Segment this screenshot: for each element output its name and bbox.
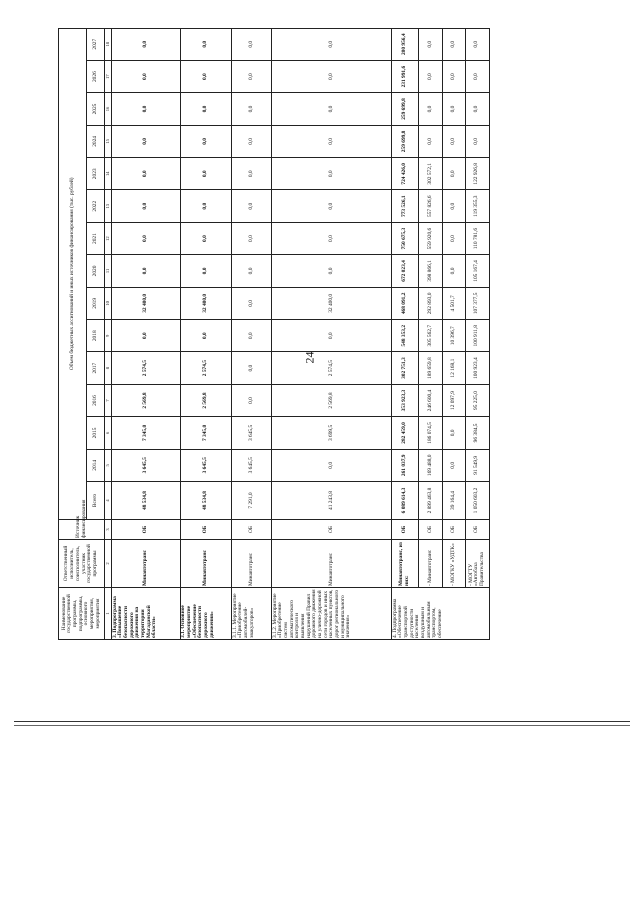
row-source: ОБ xyxy=(418,520,442,540)
row-value: 0,0 xyxy=(112,255,181,287)
page-divider xyxy=(14,721,630,722)
row-value: 0,0 xyxy=(443,28,465,60)
col-index: 15 xyxy=(105,125,112,157)
col-index: 13 xyxy=(105,190,112,222)
row-value: 0,0 xyxy=(112,190,181,222)
table-row xyxy=(392,28,419,639)
header-year: 2027 xyxy=(87,28,105,60)
row-value: 548 353,2 xyxy=(392,320,419,352)
row-value: 0,0 xyxy=(272,28,392,60)
row-value: 0,0 xyxy=(112,222,181,254)
row-value: 6 089 614,3 xyxy=(392,482,419,520)
row-source: ОБ xyxy=(443,520,465,540)
table-row xyxy=(112,28,181,639)
col-index: 12 xyxy=(105,222,112,254)
row-value: 0,0 xyxy=(232,190,272,222)
row-value: 0,0 xyxy=(180,158,231,190)
row-value: 0,0 xyxy=(112,158,181,190)
row-value: 96 384,5 xyxy=(465,417,490,449)
row-value: 91 549,9 xyxy=(465,449,490,481)
row-responsible: - Минавтотранс xyxy=(418,540,442,588)
col-index: 9 xyxy=(105,320,112,352)
row-name: 3.1.2. Мероприятие «Приобретение систем автоматического контроля и выявления нарушений Правил дорожного движения на улично-дорожной сети городов и иных населенных пунктов, дорог регионального и муниципального значения» xyxy=(272,588,392,640)
row-value: 0,0 xyxy=(465,28,490,60)
col-index: 6 xyxy=(105,417,112,449)
row-value: 0,0 xyxy=(232,287,272,319)
row-value: 0,0 xyxy=(180,60,231,92)
row-value: 186 074,5 xyxy=(418,417,442,449)
header-year: 2018 xyxy=(87,320,105,352)
rotated-table-wrapper xyxy=(58,28,490,640)
row-value: 0,0 xyxy=(443,190,465,222)
col-index: 16 xyxy=(105,93,112,125)
header-volume: Объем бюджетных ассигнований и иных источников финансирования (тыс. рублей) xyxy=(59,28,87,519)
row-value: 1 050 603,2 xyxy=(465,482,490,520)
row-responsible: Минавтотранс xyxy=(232,540,272,588)
row-value: 0,0 xyxy=(272,449,392,481)
row-value: 0,0 xyxy=(232,125,272,157)
col-index: 11 xyxy=(105,255,112,287)
row-value: 0,0 xyxy=(180,28,231,60)
header-total: Всего xyxy=(87,482,105,520)
row-value: 0,0 xyxy=(272,93,392,125)
row-value: 0,0 xyxy=(443,60,465,92)
col-index: 7 xyxy=(105,384,112,416)
row-value: 110 781,6 xyxy=(465,222,490,254)
row-value: 200 956,4 xyxy=(392,28,419,60)
row-value: 0,0 xyxy=(443,93,465,125)
row-value: 0,0 xyxy=(465,125,490,157)
row-value: 0,0 xyxy=(180,93,231,125)
row-value: 2 574,5 xyxy=(180,352,231,384)
row-value: 0,0 xyxy=(180,222,231,254)
header-year: 2016 xyxy=(87,384,105,416)
row-value: 0,0 xyxy=(272,190,392,222)
row-value: 0,0 xyxy=(112,125,181,157)
col-index: 8 xyxy=(105,352,112,384)
row-value: 0,0 xyxy=(418,125,442,157)
row-name: 4. Подпрограмма «Обеспечение транспортной доступности населения воздушным и автомобильным транспортом, обеспечение xyxy=(392,588,490,640)
row-value: 0,0 xyxy=(272,255,392,287)
row-value: 0,0 xyxy=(418,60,442,92)
table-row xyxy=(418,28,442,639)
row-value: 0,0 xyxy=(180,255,231,287)
row-value: 259 699,8 xyxy=(392,93,419,125)
header-year: 2026 xyxy=(87,60,105,92)
table-row xyxy=(465,28,490,639)
row-value: 3 645,5 xyxy=(232,417,272,449)
row-value: 0,0 xyxy=(418,28,442,60)
header-year: 2024 xyxy=(87,125,105,157)
row-value: 0,0 xyxy=(443,255,465,287)
col-index: 3 xyxy=(105,520,112,540)
row-value: 302 751,3 xyxy=(392,352,419,384)
row-value: 0,0 xyxy=(272,60,392,92)
row-value: 7 291,0 xyxy=(232,482,272,520)
row-value: 0,0 xyxy=(418,93,442,125)
header-year: 2022 xyxy=(87,190,105,222)
row-value: 2 899 463,8 xyxy=(418,482,442,520)
col-index: 4 xyxy=(105,482,112,520)
col-index: 17 xyxy=(105,60,112,92)
row-value: 0,0 xyxy=(465,93,490,125)
row-value: 246 600,4 xyxy=(418,384,442,416)
header-year: 2020 xyxy=(87,255,105,287)
row-value: 0,0 xyxy=(180,320,231,352)
header-year: 2023 xyxy=(87,158,105,190)
row-source: ОБ xyxy=(112,520,181,540)
row-value: 724 426,0 xyxy=(392,158,419,190)
row-value: 292 893,0 xyxy=(418,287,442,319)
row-value: 0,0 xyxy=(112,60,181,92)
row-value: 2 569,8 xyxy=(272,384,392,416)
row-value: 305 562,7 xyxy=(418,320,442,352)
row-value: 353 923,3 xyxy=(392,384,419,416)
header-name: Наименование государственной программы, подпрограммы, основного мероприятия, мероприятия xyxy=(59,588,105,640)
row-value: 0,0 xyxy=(443,222,465,254)
header-year: 2015 xyxy=(87,417,105,449)
row-value: 0,0 xyxy=(272,320,392,352)
row-responsible: Минавтотранс xyxy=(272,540,392,588)
row-value: 3 645,5 xyxy=(112,449,181,481)
row-value: 750 675,3 xyxy=(392,222,419,254)
row-value: 0,0 xyxy=(112,93,181,125)
row-value: 559 920,6 xyxy=(418,222,442,254)
row-value: 0,0 xyxy=(232,320,272,352)
row-value: 107 377,5 xyxy=(465,287,490,319)
row-value: 0,0 xyxy=(232,93,272,125)
row-value: 398 866,1 xyxy=(418,255,442,287)
row-value: 0,0 xyxy=(232,352,272,384)
row-value: 10 396,7 xyxy=(443,320,465,352)
row-value: 0,0 xyxy=(443,158,465,190)
col-index: 10 xyxy=(105,287,112,319)
row-value: 119 355,3 xyxy=(465,190,490,222)
row-value: 41 243,8 xyxy=(272,482,392,520)
row-source: ОБ xyxy=(465,520,490,540)
row-value: 0,0 xyxy=(232,222,272,254)
row-name: 3.1.1. Мероприятие «Приобретение автомобилей-эвакуаторов» xyxy=(232,588,272,640)
row-value: 0,0 xyxy=(465,60,490,92)
row-responsible: Минавтотранс xyxy=(180,540,231,588)
row-value: 4 501,7 xyxy=(443,287,465,319)
row-value: 0,0 xyxy=(112,320,181,352)
header-year: 2019 xyxy=(87,287,105,319)
row-value: 672 023,4 xyxy=(392,255,419,287)
row-value: 7 345,0 xyxy=(112,417,181,449)
row-value: 0,0 xyxy=(443,449,465,481)
col-index: 5 xyxy=(105,449,112,481)
row-value: 2 574,5 xyxy=(112,352,181,384)
row-value: 557 826,6 xyxy=(418,190,442,222)
row-source: ОБ xyxy=(180,520,231,540)
row-value: 7 345,0 xyxy=(180,417,231,449)
row-value: 32 400,0 xyxy=(180,287,231,319)
row-responsible: - МОГКУ «УДТК» xyxy=(443,540,465,588)
col-index: 2 xyxy=(105,540,112,588)
row-name: 3.1. Основное мероприятие «Обеспечение безопасности дорожного движения» xyxy=(180,588,231,640)
row-value: 48 534,8 xyxy=(180,482,231,520)
page-number: 24 xyxy=(302,351,317,364)
row-value: 2 569,8 xyxy=(112,384,181,416)
row-value: 32 400,0 xyxy=(112,287,181,319)
col-index: 1 xyxy=(105,588,112,640)
header-year: 2017 xyxy=(87,352,105,384)
row-name: 3. Подпрограмма «Повышение безопасности дорожного движения на территории Магаданской области» xyxy=(112,588,181,640)
header-year: 2014 xyxy=(87,449,105,481)
row-value: 100 911,8 xyxy=(465,320,490,352)
row-responsible: Минавтотранс xyxy=(112,540,181,588)
row-source: ОБ xyxy=(392,520,419,540)
budget-table xyxy=(58,28,490,640)
table-row xyxy=(180,28,231,639)
table-row xyxy=(232,28,272,639)
row-value: 0,0 xyxy=(443,417,465,449)
row-value: 95 225,0 xyxy=(465,384,490,416)
row-value: 105 167,4 xyxy=(465,255,490,287)
col-index: 18 xyxy=(105,28,112,60)
row-value: 32 400,0 xyxy=(272,287,392,319)
row-value: 12 097,9 xyxy=(443,384,465,416)
row-value: 2 569,8 xyxy=(180,384,231,416)
page-divider-thin xyxy=(14,725,630,726)
row-value: 3 645,5 xyxy=(180,449,231,481)
row-value: 231 991,6 xyxy=(392,60,419,92)
header-responsible: Ответственный исполнитель, соисполнитель, участник государственной программы xyxy=(59,540,105,588)
row-value: 0,0 xyxy=(232,384,272,416)
row-value: 3 645,5 xyxy=(232,449,272,481)
row-value: 0,0 xyxy=(232,28,272,60)
table-row xyxy=(272,28,392,639)
row-value: 0,0 xyxy=(232,255,272,287)
header-source: Источник финансирования xyxy=(59,520,105,540)
row-value: 302 572,1 xyxy=(418,158,442,190)
row-value: 189 659,8 xyxy=(418,352,442,384)
col-index: 14 xyxy=(105,158,112,190)
row-responsible: Минавтотранс, из них: xyxy=(392,540,419,588)
row-value: 0,0 xyxy=(232,60,272,92)
row-value: 39 164,4 xyxy=(443,482,465,520)
row-value: 100 923,4 xyxy=(465,352,490,384)
table-row xyxy=(443,28,465,639)
row-value: 0,0 xyxy=(272,222,392,254)
header-year: 2025 xyxy=(87,93,105,125)
row-value: 12 168,1 xyxy=(443,352,465,384)
row-value: 48 534,8 xyxy=(112,482,181,520)
row-value: 122 926,8 xyxy=(465,158,490,190)
row-value: 773 526,1 xyxy=(392,190,419,222)
row-value: 261 037,9 xyxy=(392,449,419,481)
row-source: ОБ xyxy=(272,520,392,540)
header-year: 2021 xyxy=(87,222,105,254)
row-value: 282 459,0 xyxy=(392,417,419,449)
row-value: 0,0 xyxy=(272,125,392,157)
row-value: 259 699,8 xyxy=(392,125,419,157)
row-value: 0,0 xyxy=(112,28,181,60)
row-value: 2 574,5 xyxy=(272,352,392,384)
row-value: 0,0 xyxy=(180,125,231,157)
row-source: ОБ xyxy=(232,520,272,540)
row-value: 3 699,5 xyxy=(272,417,392,449)
row-value: 468 091,2 xyxy=(392,287,419,319)
row-value: 0,0 xyxy=(443,125,465,157)
row-value: 0,0 xyxy=(232,158,272,190)
row-value: 0,0 xyxy=(180,190,231,222)
row-responsible: - МОГТУ «Автобаза Правительства xyxy=(465,540,490,588)
row-value: 0,0 xyxy=(272,158,392,190)
row-value: 169 488,0 xyxy=(418,449,442,481)
